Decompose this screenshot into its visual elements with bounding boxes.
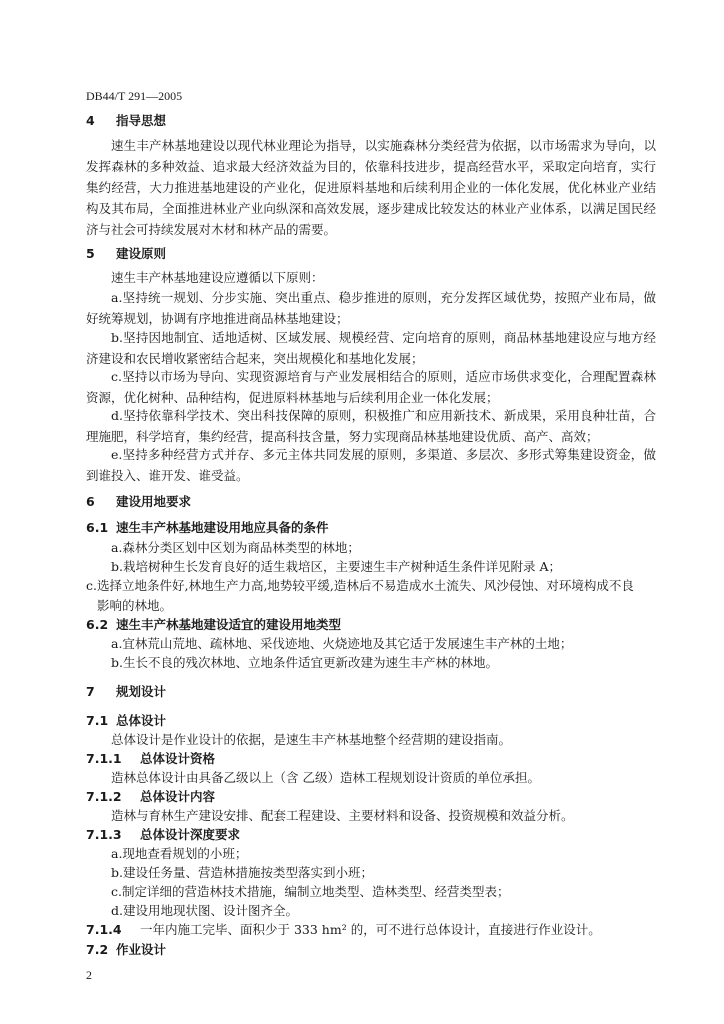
principle-c: c.坚持以市场为导向、实现资源培育与产业发展相结合的原则，适应市场供求变化，合理配置森林资源，优化树种、品种结构，促进原料林基地与后续利用企业一体化发展； xyxy=(86,369,656,405)
section-7-1-2-heading xyxy=(86,787,215,805)
section-7-2-heading xyxy=(86,940,166,958)
section-number: 7 xyxy=(86,684,95,699)
condition-a: a.森林分类区划中区划为商品林类型的林地； xyxy=(111,540,360,555)
section-7-1-4-text: 一年内施工完毕、面积少于 333 hm² 的，可不进行总体设计，直接进行作业设计。 xyxy=(140,922,601,937)
section-title: 建设原则 xyxy=(116,246,167,261)
condition-b: b.栽培树种生长发育良好的适生栽培区，主要速生丰产树种适生条件详见附录 A； xyxy=(111,559,561,574)
section-6-1-heading xyxy=(86,518,329,536)
section-number: 7.1.1 xyxy=(86,751,122,766)
principle-b: b.坚持因地制宜、适地适树、区域发展、规模经营、定向培育的原则，商品林基地建设应与地方经济建设和农民增收紧密结合起来，突出规模化和基地化发展； xyxy=(86,330,656,366)
section-7-1-4 xyxy=(86,920,601,938)
section-7-1-1-heading xyxy=(86,749,215,767)
section-number: 7.1.3 xyxy=(86,827,122,842)
depth-requirement-a: a.现地查看规划的小班； xyxy=(111,846,248,861)
section-number: 5 xyxy=(86,246,95,261)
section-title: 总体设计 xyxy=(116,713,167,728)
section-7-1-3-heading xyxy=(86,825,240,843)
section-number: 6.2 xyxy=(86,617,109,632)
principle-d: d.坚持依靠科学技术、突出科技保障的原则，积极推广和应用新技术、新成果，采用良种壮苗，合理施肥，科学培育，集约经营，提高科技含量，努力实现商品林基地建设优质、高产、高效； xyxy=(86,408,656,444)
land-type-b: b.生长不良的残次林地、立地条件适宜更新改建为速生丰产林的林地。 xyxy=(111,655,498,670)
section-4-paragraph: 速生丰产林基地建设以现代林业理论为指导，以实施森林分类经营为依据，以市场需求为导向，以发挥森林的多种效益、追求最大经济效益为目的，依靠科技进步，提高经营水平，采取定向培育，实行集约经营，大力推进基地建设的产业化，促进原料基地和后续利用企业的一体化发展，优化林业产业结构及其布局，全面推进林业产业向纵深和高效发展，逐步建成比较发达的林业产业体系，以满足国民经济与社会可持续发展对木材和林产品的需要。 xyxy=(86,138,656,237)
section-7-1-heading xyxy=(86,711,166,729)
section-number: 7.1.2 xyxy=(86,789,122,804)
section-number: 6 xyxy=(86,494,95,509)
section-number: 6.1 xyxy=(86,520,109,535)
section-title: 建设用地要求 xyxy=(116,494,192,509)
section-number: 7.1 xyxy=(86,713,109,728)
principle-a: a.坚持统一规划、分步实施、突出重点、稳步推进的原则，充分发挥区域优势，按照产业布局，做好统筹规划，协调有序地推进商品林基地建设； xyxy=(86,290,656,326)
section-number: 4 xyxy=(86,113,95,128)
land-type-a: a.宜林荒山荒地、疏林地、采伐迹地、火烧迹地及其它适于发展速生丰产林的土地； xyxy=(111,636,573,651)
standard-code: DB44/T 291—2005 xyxy=(86,89,183,103)
depth-requirement-b: b.建设任务量、营造林措施按类型落实到小班； xyxy=(111,865,373,880)
section-4-heading xyxy=(86,111,166,129)
section-5-heading xyxy=(86,244,166,262)
page-number: 2 xyxy=(86,968,92,982)
section-6-heading xyxy=(86,492,191,510)
section-title: 总体设计资格 xyxy=(140,751,216,766)
condition-c-line1: c.选择立地条件好,林地生产力高,地势较平缓,造林后不易造成水土流失、风沙侵蚀、对环境构成不良 xyxy=(86,578,634,593)
section-7-1-2-text: 造林与育林生产建设安排、配套工程建设、主要材料和设备、投资规模和效益分析。 xyxy=(111,808,574,823)
section-number: 7.1.4 xyxy=(86,922,122,937)
section-title: 总体设计深度要求 xyxy=(140,827,241,842)
section-7-heading xyxy=(86,682,166,700)
depth-requirement-c: c.制定详细的营造林技术措施，编制立地类型、造林类型、经营类型表； xyxy=(111,884,510,899)
section-title: 速生丰产林基地建设用地应具备的条件 xyxy=(116,520,329,535)
principle-e: e.坚持多种经营方式并存、多元主体共同发展的原则，多渠道、多层次、多形式筹集建设资金，做到谁投入、谁开发、谁受益。 xyxy=(86,447,656,483)
section-title: 作业设计 xyxy=(116,942,167,957)
section-5-intro: 速生丰产林基地建设应遵循以下原则： xyxy=(111,270,324,285)
section-title: 总体设计内容 xyxy=(140,789,216,804)
depth-requirement-d: d.建设用地现状图、设计图齐全。 xyxy=(111,903,298,918)
section-number: 7.2 xyxy=(86,942,109,957)
section-title: 速生丰产林基地建设适宜的建设用地类型 xyxy=(116,617,342,632)
section-title: 指导思想 xyxy=(116,113,167,128)
condition-c-line2: 影响的林地。 xyxy=(97,598,173,613)
section-6-2-heading xyxy=(86,615,341,633)
section-7-1-1-text: 造林总体设计由具备乙级以上（含 乙级）造林工程规划设计资质的单位承担。 xyxy=(111,770,540,785)
section-7-1-text: 总体设计是作业设计的依据，是速生丰产林基地整个经营期的建设指南。 xyxy=(111,732,512,747)
section-title: 规划设计 xyxy=(116,684,167,699)
